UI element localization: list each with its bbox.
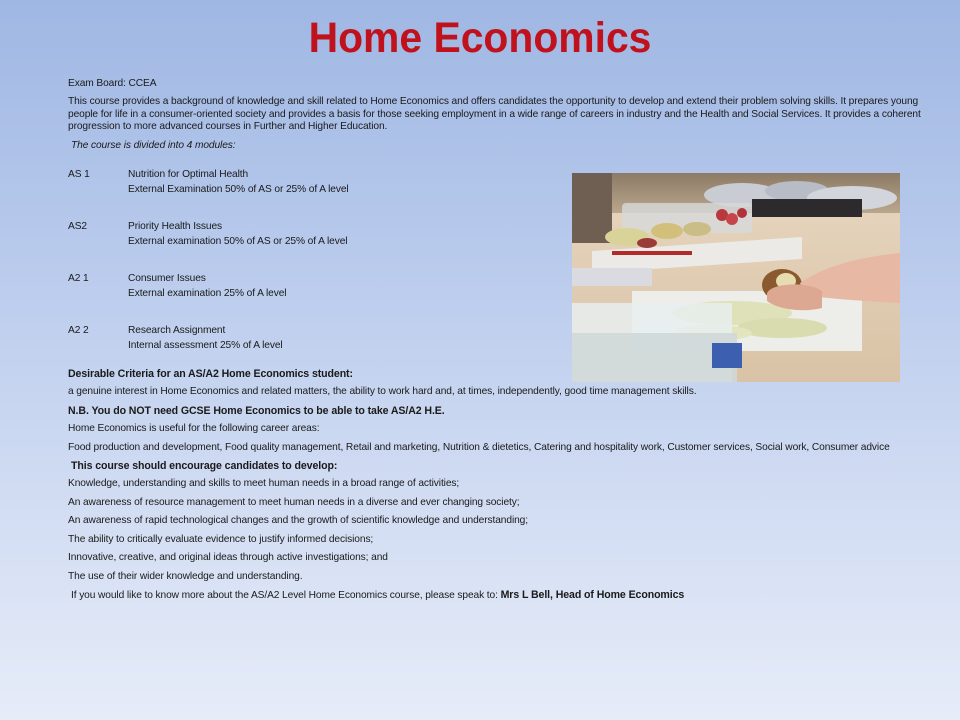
intro-paragraph: This course provides a background of knowledge and skill related to Home Economics and offers candidates the opportunity to develop and extend their problem solving skills. It prepares young people for life in a consumer-oriented society and provides a basis for those seeking employment in a wide range of careers in industry and the Health and Social Services. It provides a coherent progression to more advanced courses in Further and Higher Education. [68, 96, 921, 133]
module-code: AS2 [68, 221, 87, 233]
module-code: AS 1 [68, 169, 90, 181]
criteria-heading: Desirable Criteria for an AS/A2 Home Economics student: [68, 368, 353, 381]
gcse-note: N.B. You do NOT need GCSE Home Economics to be able to take AS/A2 H.E. [68, 404, 445, 417]
contact-text: If you would like to know more about the AS/A2 Level Home Economics course, please speak to: [71, 589, 501, 601]
cooking-photo-illustration [572, 173, 900, 382]
module-name: Consumer Issues [128, 273, 206, 285]
module-assessment: Internal assessment 25% of A level [128, 340, 283, 352]
develop-heading: This course should encourage candidates to develop: [71, 460, 338, 473]
module-name: Research Assignment [128, 325, 226, 337]
develop-item: The ability to critically evaluate evidence to justify informed decisions; [68, 533, 374, 545]
develop-item: Knowledge, understanding and skills to meet human needs in a broad range of activities; [68, 478, 460, 490]
module-assessment: External examination 50% of AS or 25% of A level [128, 236, 348, 248]
cooking-photo [572, 173, 900, 382]
module-assessment: External Examination 50% of AS or 25% of A level [128, 184, 349, 196]
careers-list: Food production and development, Food quality management, Retail and marketing, Nutrition & dietetics, Catering and hospitality work, Customer services, Social work, Consumer advice [68, 441, 890, 453]
develop-item: An awareness of resource management to meet human needs in a diverse and ever changing society; [68, 496, 520, 508]
criteria-text: a genuine interest in Home Economics and related matters, the ability to work hard and, at times, independently, good time management skills. [68, 386, 697, 398]
exam-board: Exam Board: CCEA [68, 78, 157, 89]
module-assessment: External examination 25% of A level [128, 288, 287, 300]
contact-name: Mrs L Bell, Head of Home Economics [500, 588, 685, 601]
develop-item: An awareness of rapid technological changes and the growth of scientific knowledge and understanding; [68, 515, 528, 527]
careers-intro: Home Economics is useful for the following career areas: [68, 423, 320, 435]
modules-intro: The course is divided into 4 modules: [71, 139, 236, 151]
module-code: A2 1 [68, 273, 89, 285]
contact-line [68, 589, 936, 602]
module-name: Nutrition for Optimal Health [128, 169, 249, 181]
develop-item: Innovative, creative, and original ideas through active investigations; and [68, 552, 388, 564]
module-name: Priority Health Issues [128, 221, 223, 233]
module-code: A2 2 [68, 325, 89, 337]
page-title: Home Economics [308, 14, 652, 62]
develop-item: The use of their wider knowledge and understanding. [68, 570, 303, 582]
